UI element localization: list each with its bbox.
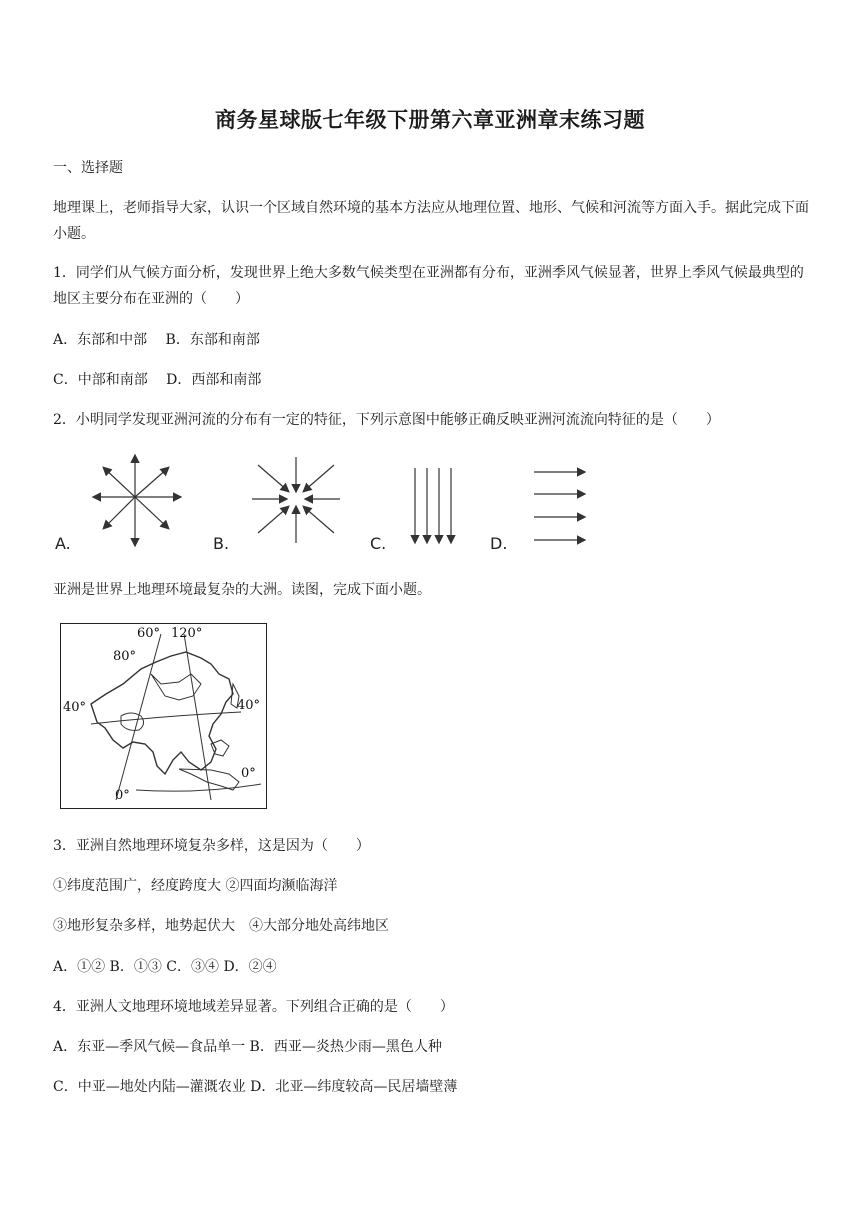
question-2-stem: 2．小明同学发现亚洲河流的分布有一定的特征，下列示意图中能够正确反映亚洲河流流向特征的是（ ） — [53, 412, 720, 428]
asia-map — [60, 623, 267, 809]
diagram-d-label: D. — [490, 534, 508, 553]
map-label-0-east: 0° — [241, 766, 256, 781]
map-label-0-south: 0° — [115, 788, 130, 803]
page-title: 商务星球版七年级下册第六章亚洲章末练习题 — [215, 107, 645, 132]
question-3-statement-1: ①纬度范围广，经度跨度大 ②四面均濒临海洋 — [53, 878, 338, 894]
question-1-options-ab: A．东部和中部 B．东部和南部 — [53, 332, 260, 348]
diagram-c-downward-arrows — [405, 466, 465, 548]
question-1-stem: 1．同学们从气候方面分析，发现世界上绝大多数气候类型在亚洲都有分布，亚洲季风气候显著，世界上季风气候最典型的地区主要分布在亚洲的（ ） — [53, 265, 804, 307]
map-label-120: 120° — [171, 626, 203, 641]
question-1-options-cd: C．中部和南部 D．西部和南部 — [53, 372, 262, 388]
question-3-options: A．①② B．①③ C．③④ D．②④ — [53, 959, 277, 975]
intro-paragraph-1: 地理课上，老师指导大家，认识一个区域自然环境的基本方法应从地理位置、地形、气候和河流等方面入手。据此完成下面小题。 — [53, 200, 809, 242]
diagram-c-label: C. — [370, 534, 387, 553]
question-3-statement-2: ③地形复杂多样，地势起伏大 ④大部分地处高纬地区 — [53, 918, 389, 934]
section-heading: 一、选择题 — [53, 160, 123, 176]
diagram-a-label: A. — [55, 534, 71, 553]
diagram-b-label: B. — [213, 534, 230, 553]
map-label-60: 60° — [137, 626, 161, 641]
question-4-options-cd: C．中亚—地处内陆—灌溉农业 D．北亚—纬度较高—民居墙壁薄 — [53, 1079, 458, 1095]
intro-paragraph-2: 亚洲是世界上地理环境最复杂的大洲。读图，完成下面小题。 — [53, 582, 431, 598]
map-label-40-west: 40° — [63, 700, 87, 715]
diagram-b-inward-arrows — [248, 455, 344, 545]
diagram-a-outward-arrows — [88, 450, 188, 550]
question-4-stem: 4．亚洲人文地理环境地域差异显著。下列组合正确的是（ ） — [53, 999, 454, 1015]
diagram-d-rightward-arrows — [530, 462, 590, 548]
asia-map-drawing — [61, 624, 265, 807]
map-label-80: 80° — [113, 649, 137, 664]
map-label-40-east: 40° — [237, 698, 261, 713]
question-4-options-ab: A．东亚—季风气候—食品单一 B．西亚—炎热少雨—黑色人种 — [53, 1039, 442, 1055]
question-3-stem: 3．亚洲自然地理环境复杂多样，这是因为（ ） — [53, 838, 370, 854]
